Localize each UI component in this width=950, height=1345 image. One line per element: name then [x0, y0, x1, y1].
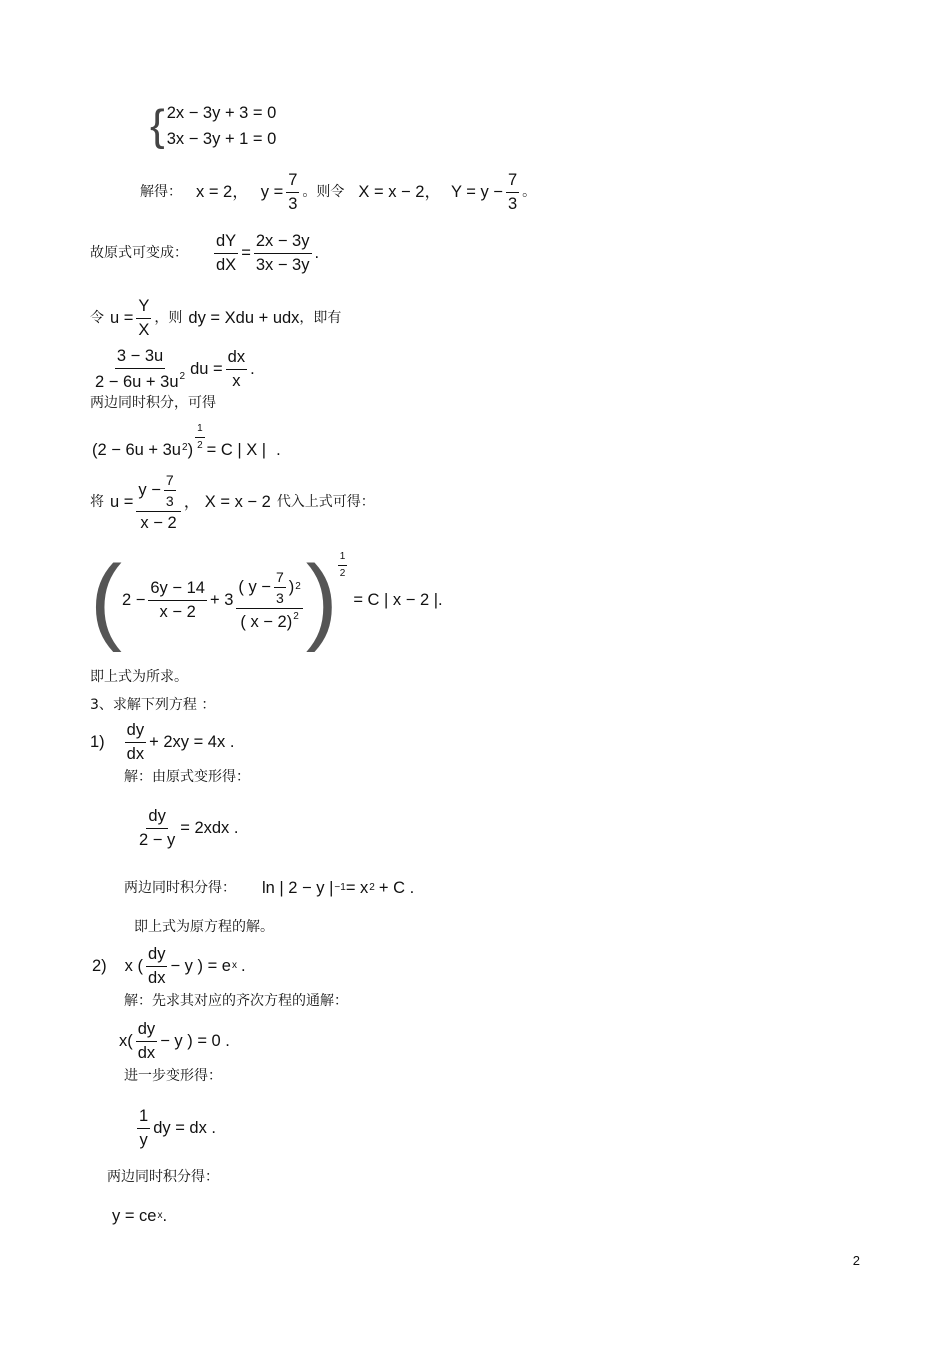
- fraction-rhs: $\frac{2x - 3y}{3x - 3y}$: [255, 232, 310, 274]
- page-number: 2: [852, 1253, 860, 1268]
- left-brace: {: [150, 101, 165, 150]
- problem-1-solution-intro: 解：由原式变形得：: [124, 769, 250, 785]
- fraction-u-expression: y − $\frac{7}{3}$ x − 2: [136, 473, 180, 532]
- problem-2-step: 进一步变形得：: [124, 1068, 222, 1084]
- fraction-dy-dx: $\frac{dy}{dx}$: [126, 721, 145, 763]
- right-paren: ): [305, 546, 338, 653]
- fraction-dY-dX: $\frac{dY}{dX}$: [216, 232, 237, 274]
- problem-2-separated: $\frac{1}{y}$ dy = dx .: [139, 1107, 217, 1149]
- problem-2-integrate-label: 两边同时积分得：: [107, 1169, 219, 1185]
- problem-1-note: 即上式为原方程的解。: [134, 919, 274, 935]
- fraction-Y-X: $\frac{Y}{X}$: [138, 297, 150, 339]
- system-eq-2: 3x − 3y + 1 = 0: [166, 129, 277, 148]
- fraction-dy-2-y: $\frac{dy}{2 - y}$: [139, 807, 176, 849]
- left-paren: (: [90, 546, 122, 653]
- exponent-neg-half: $\frac{1}{2}$: [197, 423, 203, 451]
- problem-2-solution-intro: 解：先求其对应的齐次方程的通解：: [124, 993, 348, 1009]
- problem-2-homogeneous: x( $\frac{dy}{dx}$ − y ) = 0 .: [119, 1020, 230, 1062]
- result-in-u: (2 − 6u + 3u 2 ) $\frac{1}{2}$ = C | X | .: [92, 423, 281, 459]
- integrate-label: 两边同时积分，可得: [90, 395, 216, 411]
- fraction-1-y: $\frac{1}{y}$: [139, 1107, 149, 1149]
- problem-1-integral: 两边同时积分得： ln | 2 − y | −1 = x 2 + C .: [124, 879, 415, 897]
- fraction-6y-14: $\frac{6y - 14}{x - 2}$: [150, 579, 205, 621]
- fraction-dy-dx-2: $\frac{dy}{dx}$: [148, 945, 166, 987]
- problem-1-separated: $\frac{dy}{2 - y}$ = 2xdx .: [139, 807, 239, 849]
- exponent-neg-half-2: $\frac{1}{2}$: [339, 551, 346, 579]
- solution-line: 解得： x = 2， y = $\frac{7}{3}$ 。则令 X = x − 2， Y = y − $\frac{7}{3}$ 。: [140, 171, 537, 213]
- fraction-squared-terms: ( y − $\frac{7}{3}$ ) 2 ( x − 2)$^2$: [238, 568, 301, 631]
- fraction-seven-thirds: $\frac{7}{3}$: [288, 171, 298, 213]
- transformed-equation: 故原式可变成： $\frac{dY}{dX}$ = $\frac{2x - 3y}{3x - 3y}$ .: [90, 232, 320, 274]
- fraction-dy-dx-3: $\frac{dy}{dx}$: [137, 1020, 156, 1062]
- separated-equation: $\frac{3 - 3u}{2 - 6u + 3u^2}$ du = $\frac{dx}{x}$ .: [95, 347, 255, 391]
- problem-1-equation: 1) $\frac{dy}{dx}$ + 2xy = 4x .: [90, 721, 235, 763]
- fraction-separated-lhs: $\frac{3 - 3u}{2 - 6u + 3u^2}$: [95, 347, 186, 391]
- system-eq-1: 2x − 3y + 3 = 0: [166, 104, 277, 122]
- equation-system: [150, 101, 277, 150]
- fraction-seven-thirds-2: $\frac{7}{3}$: [507, 171, 518, 213]
- substitution-line: 令 u = $\frac{Y}{X}$ ，则 dy = Xdu + udx ，即有: [90, 297, 342, 339]
- back-substitution-line: 将 u = y − $\frac{7}{3}$ x − 2 ， X = x − 2 代入上式可得：: [90, 472, 375, 532]
- problem-2-result: y = ce x .: [112, 1207, 168, 1225]
- fraction-dx-x: $\frac{dx}{x}$: [227, 348, 246, 390]
- result-note: 即上式为所求。: [90, 669, 188, 685]
- problem-2-equation: 2) x ( $\frac{dy}{dx}$ − y ) = e x .: [92, 945, 246, 987]
- final-expression: ( 2 − $\frac{6y - 14}{x - 2}$ + 3 ( y − $\frac{7}{3}$ ) 2 ( x − 2)$^2$ ) $\frac{1}{2}$ = C | x − 2 |.: [90, 546, 443, 653]
- question-3-heading: 3、求解下列方程 ：: [90, 697, 216, 713]
